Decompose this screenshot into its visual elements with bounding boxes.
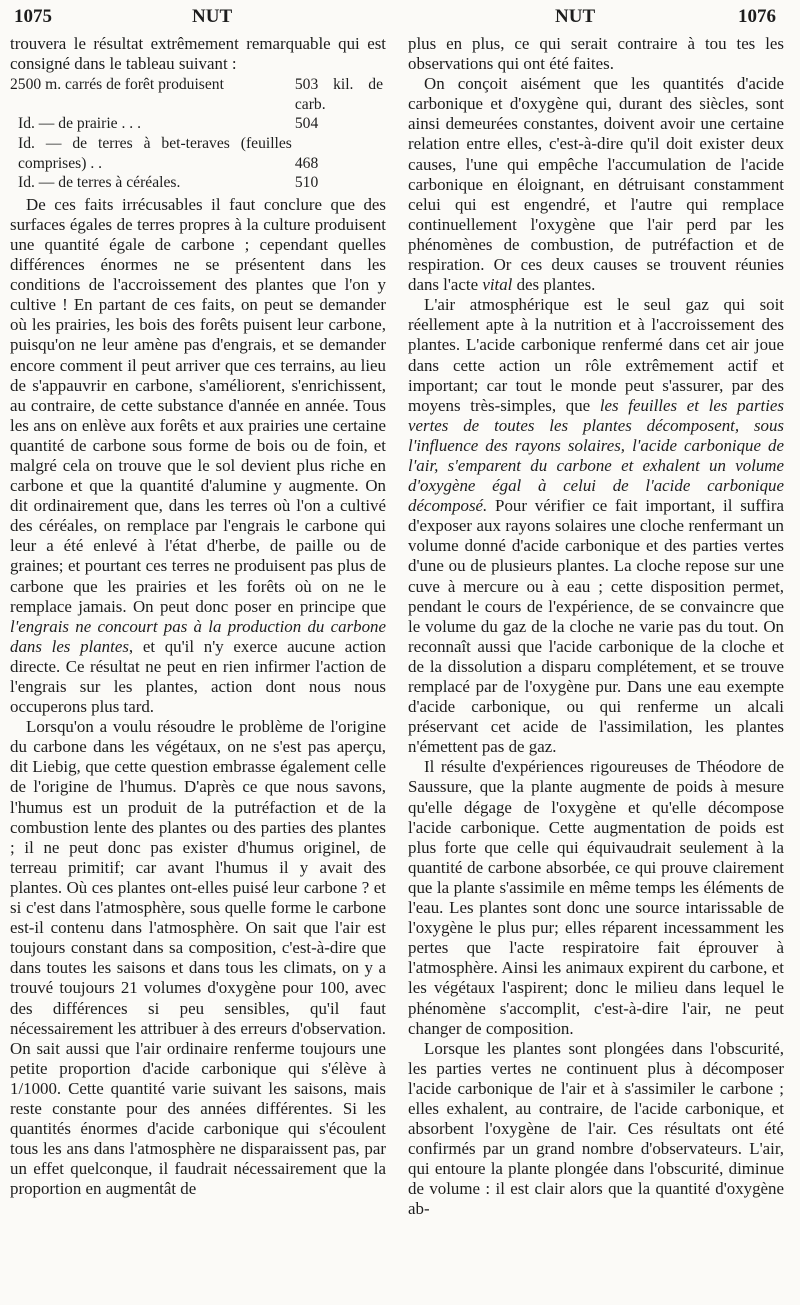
emphasis-text: les feuilles et les parties vertes de toutes les plantes décomposent, sous l'influence des rayons solaires, l'acide carbonique de l'air, s'emparent du carbone et exhalent un volume d'oxygène égal à celui de l'acide carbonique décomposé. <box>408 395 784 516</box>
carbon-production-table <box>10 75 386 193</box>
right-page-number: 1076 <box>738 6 776 27</box>
table-cell: 468 <box>294 154 319 172</box>
left-paragraph-2 <box>10 195 386 717</box>
table-cell: 503 kil. de carb. <box>294 76 383 113</box>
left-column <box>10 34 386 1199</box>
text-run: , et qu'il n'y exerce aucune action directe. Ce résultat ne peut en rien infirmer l'action de l'engrais sur les plantes, action dont nous nous occuperons plus tard. <box>10 636 386 717</box>
emphasis-text: l'engrais ne concourt pas à la production du carbone dans les plantes <box>10 616 386 656</box>
emphasis-text: vital <box>482 275 513 295</box>
right-headword: NUT <box>555 6 596 27</box>
table-row <box>10 134 386 173</box>
table-row <box>10 173 386 193</box>
table-cell: Id. — de terres à céréales. <box>18 174 181 192</box>
table-cell: 2500 m. carrés de forêt produisent <box>10 76 224 94</box>
text-run: Pour vérifier ce fait important, il suffira d'exposer aux rayons solaires une cloche renfermant un volume donné d'acide carbonique et des parties vertes d'une ou de plusieurs plantes. La cloche repose sur une cuve à mercure ou à eau ; cette disposition permet, pendant le cours de l'expérience, de se convaincre que le volume du gaz de la cloche ne varie pas du tout. On reconnaît aussi que l'acide carbonique de la cloche et de la dissolution a disparu complétement, et se trouve remplacé par de l'oxygène pur. Dans une eau exempte d'acide carbonique, ou qui renferme un alcali préservant cet acide de l'assimilation, les plantes n'émettent pas de gaz. <box>408 496 784 757</box>
left-page-number: 1075 <box>14 6 52 27</box>
right-paragraph-2 <box>408 74 784 295</box>
left-paragraph-3: Lorsqu'on a voulu résoudre le problème de l'origine du carbone dans les végétaux, on ne s'est pas aperçu, dit Liebig, que cette question embrasse également celle de l'origine de l'humus. D'après ce que nous savons, l'humus est un produit de la putréfaction et de la combustion lente des plantes ou des parties des plantes ; il ne peut donc pas exister d'humus originel, de terreau primitif; car avant l'humus il y avait des plantes. Où ces plantes ont-elles puisé leur carbone ? et si c'est dans l'atmosphère, sous quelle forme le carbone est-il contenu dans l'atmosphère. On sait que l'air est toujours constant dans sa composition, c'est-à-dire que dans toutes les saisons et dans tous les climats, on y a trouvé toujours 21 volumes d'oxygène pour 100, avec des différences si peu sensibles, qu'il faut nécessairement les attribuer à des erreurs d'observation. On sait aussi que l'air ordinaire renferme toujours une petite proportion d'acide carbonique qui s'élève à 1/1000. Cette quantité varie suivant les saisons, mais reste constante pour des années différentes. Si les quantités énormes d'acide carbonique qui s'écoulent tous les ans dans l'atmosphère ne disparaissent pas, par un effet quelconque, il faudrait nécessairement que la proportion en augmentât de <box>10 717 386 1199</box>
left-paragraph-1: trouvera le résultat extrêmement remarquable qui est consigné dans le tableau suivant : <box>10 34 386 74</box>
right-paragraph-5: Lorsque les plantes sont plongées dans l'obscurité, les parties vertes ne continuent plus à décomposer l'acide carbonique de l'air et à s'assimiler le carbone ; elles exhalent, au contraire, de l'acide carbonique, et absorbent l'oxygène de l'air. Ces résultats ont été confirmés par un grand nombre d'observateurs. L'air, qui entoure la plante plongée dans l'obscurité, diminue de volume : il est clair alors que la quantité d'oxygène ab- <box>408 1038 784 1219</box>
right-paragraph-4: Il résulte d'expériences rigoureuses de Théodore de Saussure, que la plante augmente de poids à mesure qu'elle dégage de l'oxygène et qu'elle décompose l'acide carbonique. Cette augmentation de poids est plus forte que celle qui équivaudrait seulement à la quantité de carbone absorbée, ce qui prouve clairement que la plante s'assimile en même temps les éléments de l'eau. Les plantes sont donc une source intarissable de l'oxygène le plus pur; elles réparent incessamment les pertes que l'acte respiratoire fait éprouver à l'atmosphère. Ainsi les animaux expirent du carbone, et les végétaux l'aspirent; donc le milieu dans lequel le phénomène s'accomplit, c'est-à-dire l'air, ne peut changer de composition. <box>408 757 784 1038</box>
running-header <box>0 4 800 32</box>
right-paragraph-1: plus en plus, ce qui serait contraire à tou tes les observations qui ont été faites. <box>408 34 784 74</box>
table-cell: 510 <box>294 174 319 192</box>
table-cell: Id. — de terres à bet-teraves (feuilles comprises) . . <box>18 134 292 172</box>
right-paragraph-3 <box>408 295 784 757</box>
left-headword: NUT <box>192 6 233 27</box>
right-column <box>408 34 784 1220</box>
table-row <box>10 75 386 114</box>
text-run: L'air atmosphérique est le seul gaz qui soit réellement apte à la nutrition et à l'accroissement des plantes. L'acide carbonique renfermé dans cet air joue dans cette action un rôle extrêmement actif et important; car tout le monde peut s'assurer, par des moyens très-simples, que <box>408 295 784 415</box>
text-run: des plantes. <box>512 275 596 295</box>
table-cell: Id. — de prairie . . . <box>18 115 141 133</box>
table-cell: 504 <box>294 115 319 133</box>
text-run: De ces faits irrécusables il faut conclure que des surfaces égales de terres propres à la culture produisent une quantité égale de carbone ; cependant quelles différences énormes ne se présentent dans les conditions de l'accroissement des plantes que l'on y cultive ! En partant de ces faits, on peut se demander où les prairies, les bois des forêts puisent leur carbone, puisqu'on ne leur amène pas d'engrais, et se demander encore comment il peut arriver que ces terrains, au lieu de s'appauvrir en carbone, s'améliorent, s'enrichissent, au contraire, de cette substance d'année en année. Tous les ans on enlève aux forêts et aux prairies une certaine quantité de carbone sous forme de bois ou de foin, et malgré cela on trouve que le sol devient plus riche en carbone et que la quantité d'alumine y augmente. On dit ordinairement que, dans les terres où l'on a cultivé des céréales, on remplace par l'engrais le carbone qui leur a été enlevé à l'état d'herbe, de paille ou de graines; et pourtant ces terres ne produisent pas plus de carbone que les prairies et les forêts où on ne le remplace jamais. On peut donc poser en principe que <box>10 194 386 616</box>
text-run: On conçoit aisément que les quantités d'acide carbonique et d'oxygène qui, durant des siècles, sont ainsi demeurées constantes, doivent avoir une certaine relation entre elles, c'est-à-dire qu'il doit exister deux causes, l'une qui empêche l'accumulation de l'acide carbonique en éloignant, en détruisant constamment celui qui est engendré, et l'autre qui remplace continuellement l'oxygène que l'air perd par les phénomènes de combustion, de putréfaction et de respiration. Or ces deux causes se trouvent réunies dans l'acte <box>408 74 784 295</box>
table-row <box>10 114 386 134</box>
